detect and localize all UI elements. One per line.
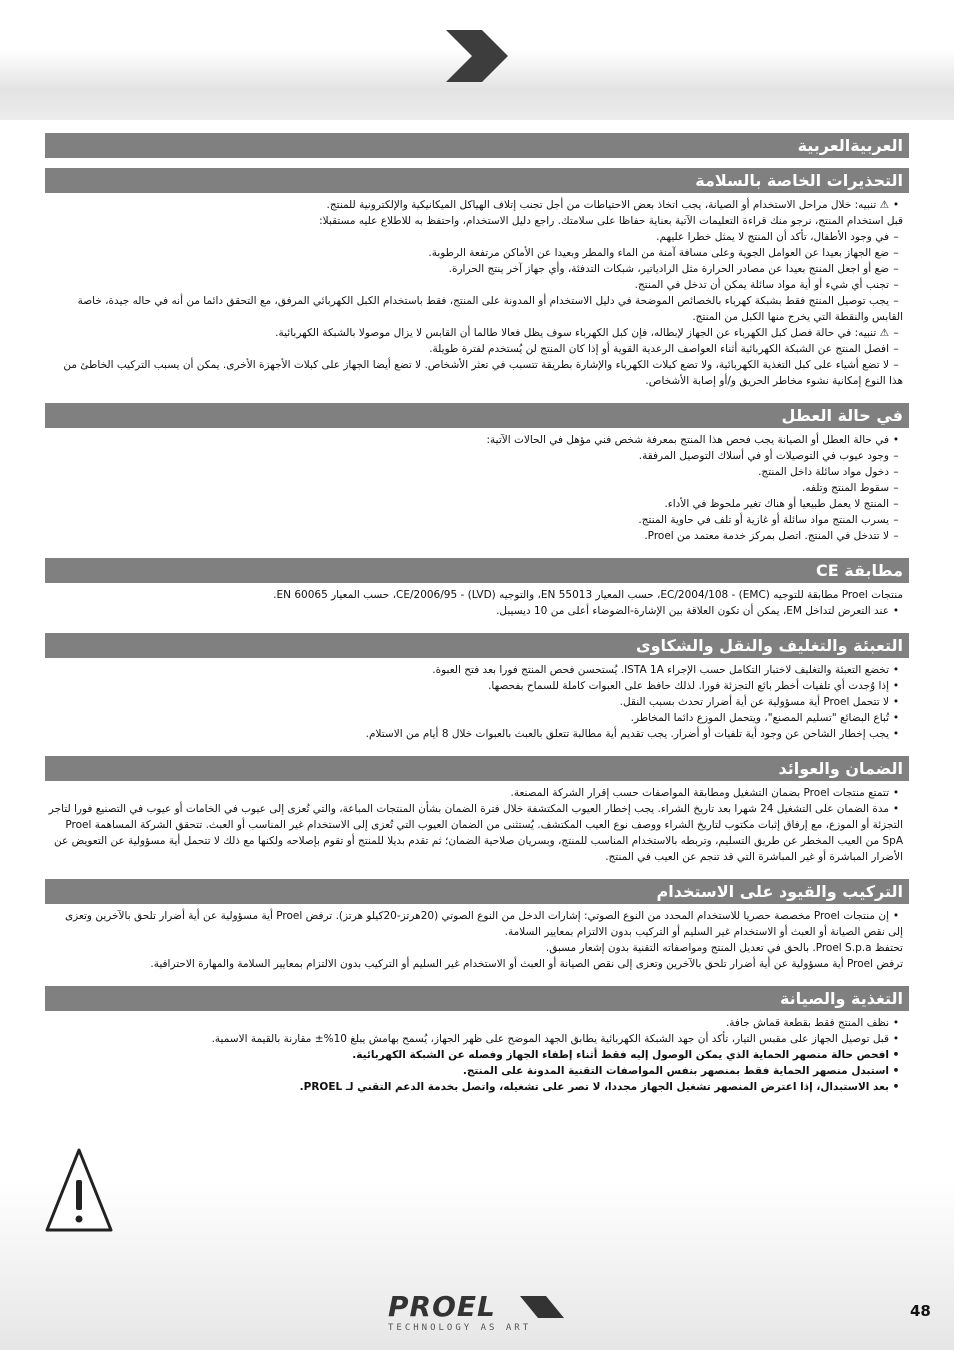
chevron-arrow-icon: [442, 28, 512, 84]
text-line: – تجنب أي شيء أو أية مواد سائلة يمكن أن تدخل في المنتج.: [47, 277, 903, 293]
section-body: [45, 1011, 909, 1099]
text-line: – المنتج لا يعمل طبيعيا أو هناك تغير ملحوظ في الأداء.: [47, 496, 903, 512]
logo-brand: PROEL: [388, 1290, 496, 1323]
warning-triangle-icon: [44, 1146, 114, 1236]
section-heading: العربيةالعربية: [45, 133, 909, 158]
text-line: – لا تتدخل في المنتج. اتصل بمركز خدمة معتمد من Proel.: [47, 528, 903, 544]
section-heading: التعبئة والتغليف والنقل والشكاوى: [45, 633, 909, 658]
section-heading: التركيب والقيود على الاستخدام: [45, 879, 909, 904]
text-line: • إذا وُجدت أي تلفيات أخطر بائع التجزئة فورا. لذلك حافظ على العبوات كاملة للسماح بفحصها.: [47, 678, 903, 694]
text-line: • افحص حالة منصهر الحماية الذي يمكن الوصول إليه فقط أثناء إطفاء الجهاز وفصله عن الشبكة الكهربائية.: [47, 1047, 903, 1063]
text-line: – في وجود الأطفال، تأكد أن المنتج لا يمثل خطرا عليهم.: [47, 229, 903, 245]
text-line: • ⚠ تنبيه: خلال مراحل الاستخدام أو الصيانة، يجب اتخاذ بعض الاحتياطات من أجل تجنب إتلاف الهياكل الميكانيكية والإلكترونية للمنتج.: [47, 197, 903, 213]
text-line: • تُباع البضائع "تسليم المصنع"، ويتحمل الموزع دائما المخاطر.: [47, 710, 903, 726]
text-line: – دخول مواد سائلة داخل المنتج.: [47, 464, 903, 480]
text-line: ترفض Proel أية مسؤولية عن أية أضرار تلحق بالآخرين وتعزى إلى نقص الصيانة أو العبث أو الاستخدام غير السليم أو التركيب بدون الالتزام بمعايير السلامة والمهارة الاحترافية.: [150, 958, 903, 970]
text-line: – ⚠ تنبيه: في حالة فصل كبل الكهرباء عن الجهاز لإبطاله، فإن كبل الكهرباء سوف يظل فعالا طالما أن القابس لا يزال موصولا بالشبكة الكهربائية.: [47, 325, 903, 341]
text-line: • استبدل منصهر الحماية فقط بمنصهر بنفس المواصفات التقنية المدونة على المنتج.: [47, 1063, 903, 1079]
text-line: • تخضع التعبئة والتغليف لاختبار التكامل حسب الإجراء ISTA 1A. يُستحسن فحص المنتج فورا بعد فتح العبوة.: [47, 662, 903, 678]
top-header-band: [0, 0, 954, 120]
section-heading: التحذيرات الخاصة بالسلامة: [45, 168, 909, 193]
text-line: • نظف المنتج فقط بقطعة قماش جافة.: [47, 1015, 903, 1031]
section-body: [45, 781, 909, 869]
text-line: – يجب توصيل المنتج فقط بشبكة كهرباء بالخصائص الموضحة في دليل الاستخدام أو المدونة على المنتج، فقط باستخدام الكبل الكهربائي المرفق، مع التحقق دائما من أنه في حاله جيدة، خاصة القابس والنقطة التي يخرج منها الكبل من المنتج.: [47, 293, 903, 325]
proel-logo: [388, 1290, 568, 1333]
section-heading: مطابقة CE: [45, 558, 909, 583]
text-line: • يجب إخطار الشاحن عن وجود أية تلفيات أو أضرار. يجب تقديم أية مطالبة تتعلق بالعبث بالعبوات خلال 8 أيام من الاستلام.: [47, 726, 903, 742]
section-body: [45, 193, 909, 393]
section-body: [45, 904, 909, 976]
text-line: • إن منتجات Proel مخصصة حصريا للاستخدام المحدد من النوع الصوتي: إشارات الدخل من النوع الصوتي (20هرتز-20كيلو هرتز). ترفض Proel أية مسؤولية عن أية أضرار تلحق بالآخرين وتعزى إلى نقص الصيانة أو العبث أو الاستخدام غير السليم أو التركيب بدون الالتزام بمعايير السلامة.: [47, 908, 903, 940]
text-line: – سقوط المنتج وتلفه.: [47, 480, 903, 496]
text-line: • مدة الضمان على التشغيل 24 شهرا بعد تاريخ الشراء. يجب إخطار العيوب المكتشفة خلال فترة الضمان بشأن المنتجات المباعة، والتي تُعزى إلى عيوب في الخامات أو عيوب في التصنيع فورا لتاجر التجزئة أو الموزع، مع إرفاق إثبات مكتوب لتاريخ الشراء ووصف نوع العيب المكتشف. يُستثنى من الضمان العيوب التي تُعزى إلى الاستخدام غير المناسب أو العبث. تتحقق الشركة المساهمة Proel SpA من العيب المخطر عن طريق التسليم، وتربطه بالاستخدام المناسب للمنتج، وبسريان صلاحية الضمان؛ ثم تقدم بديلا للمنتج أو تقوم بإصلاحه ولكنها مع ذلك لا تتحمل أية مسؤولية عن التعويض عن الأضرار المباشرة أو غير المباشرة التي قد تنجم عن العيب في المنتج.: [47, 801, 903, 865]
page-number: 48: [910, 1302, 931, 1320]
logo-tagline: TECHNOLOGY AS ART: [388, 1323, 532, 1333]
text-line: • قبل توصيل الجهاز على مقبس التيار، تأكد أن جهد الشبكة الكهربائية يطابق الجهد الموضح على ظهر الجهاز، يُسمح بهامش يبلغ 10%± مقارنة بالقيمة الاسمية.: [47, 1031, 903, 1047]
text-line: – يسرب المنتج مواد سائلة أو غازية أو تلف في حاوية المنتج.: [47, 512, 903, 528]
section-heading: في حالة العطل: [45, 403, 909, 428]
section-body: [45, 658, 909, 746]
text-line: تحتفظ Proel S.p.a. بالحق في تعديل المنتج ومواصفاته التقنية بدون إشعار مسبق.: [545, 942, 903, 954]
text-line: – وجود عيوب في التوصيلات أو في أسلاك التوصيل المرفقة.: [47, 448, 903, 464]
text-line: • عند التعرض لتداخل EM، يمكن أن تكون العلاقة بين الإشارة-الضوضاء أعلى من 10 ديسيبل.: [47, 603, 903, 619]
text-line: قبل استخدام المنتج، نرجو منك قراءة التعليمات الآتية بعناية حفاظا على سلامتك. راجع دليل الاستخدام، واحتفظ به للاطلاع عليه مستقبلا:: [319, 215, 903, 227]
text-line: • في حالة العطل أو الصيانة يجب فحص هذا المنتج بمعرفة شخص فني مؤهل في الحالات الآتية:: [47, 432, 903, 448]
text-line: • لا تتحمل Proel أية مسؤولية عن أية أضرار تحدث بسبب النقل.: [47, 694, 903, 710]
section-heading: الضمان والعوائد: [45, 756, 909, 781]
document-content: [45, 133, 909, 1099]
section-heading: التغذية والصيانة: [45, 986, 909, 1011]
section-body: [45, 428, 909, 548]
text-line: • بعد الاستبدال، إذا اعترض المنصهر تشغيل الجهاز مجددا، لا تصر على تشغيله، واتصل بخدمة الدعم التقني لـ PROEL.: [47, 1079, 903, 1095]
text-line: منتجات Proel مطابقة للتوجيه EC/2004/108 - (EMC)، حسب المعيار EN 55013، والتوجيه CE/2006/95 - (LVD)، حسب المعيار EN 60065.: [273, 589, 903, 601]
text-line: – لا تضع أشياء على كبل التغذية الكهربائية، ولا تضع كبلات الكهرباء والإشارة بطريقة تتسبب في تعثر الأشخاص. لا تضع أيضا الجهاز على كبلات الأجهزة الأخرى. يمكن أن يسبب التركيب الخاطئ من هذا النوع إمكانية نشوء مخاطر الحريق و/أو إصابة الأشخاص.: [47, 357, 903, 389]
text-line: – ضع أو اجعل المنتج بعيدا عن مصادر الحرارة مثل الرادياتير، شبكات التدفئة، وأي جهاز آخر ينتج الحرارة.: [47, 261, 903, 277]
text-line: – افصل المنتج عن الشبكة الكهربائية أثناء العواصف الرعدية القوية أو إذا كان المنتج لن يُستخدم لفترة طويلة.: [47, 341, 903, 357]
text-line: • تتمتع منتجات Proel بضمان التشغيل ومطابقة المواصفات حسب إقرار الشركة المصنعة.: [47, 785, 903, 801]
logo-arrow-icon: [520, 1296, 564, 1320]
section-body: [45, 583, 909, 623]
text-line: – ضع الجهاز بعيدا عن العوامل الجوية وعلى مسافة آمنة من الماء والمطر وبعيدا عن الأماكن مرتفعة الرطوبة.: [47, 245, 903, 261]
